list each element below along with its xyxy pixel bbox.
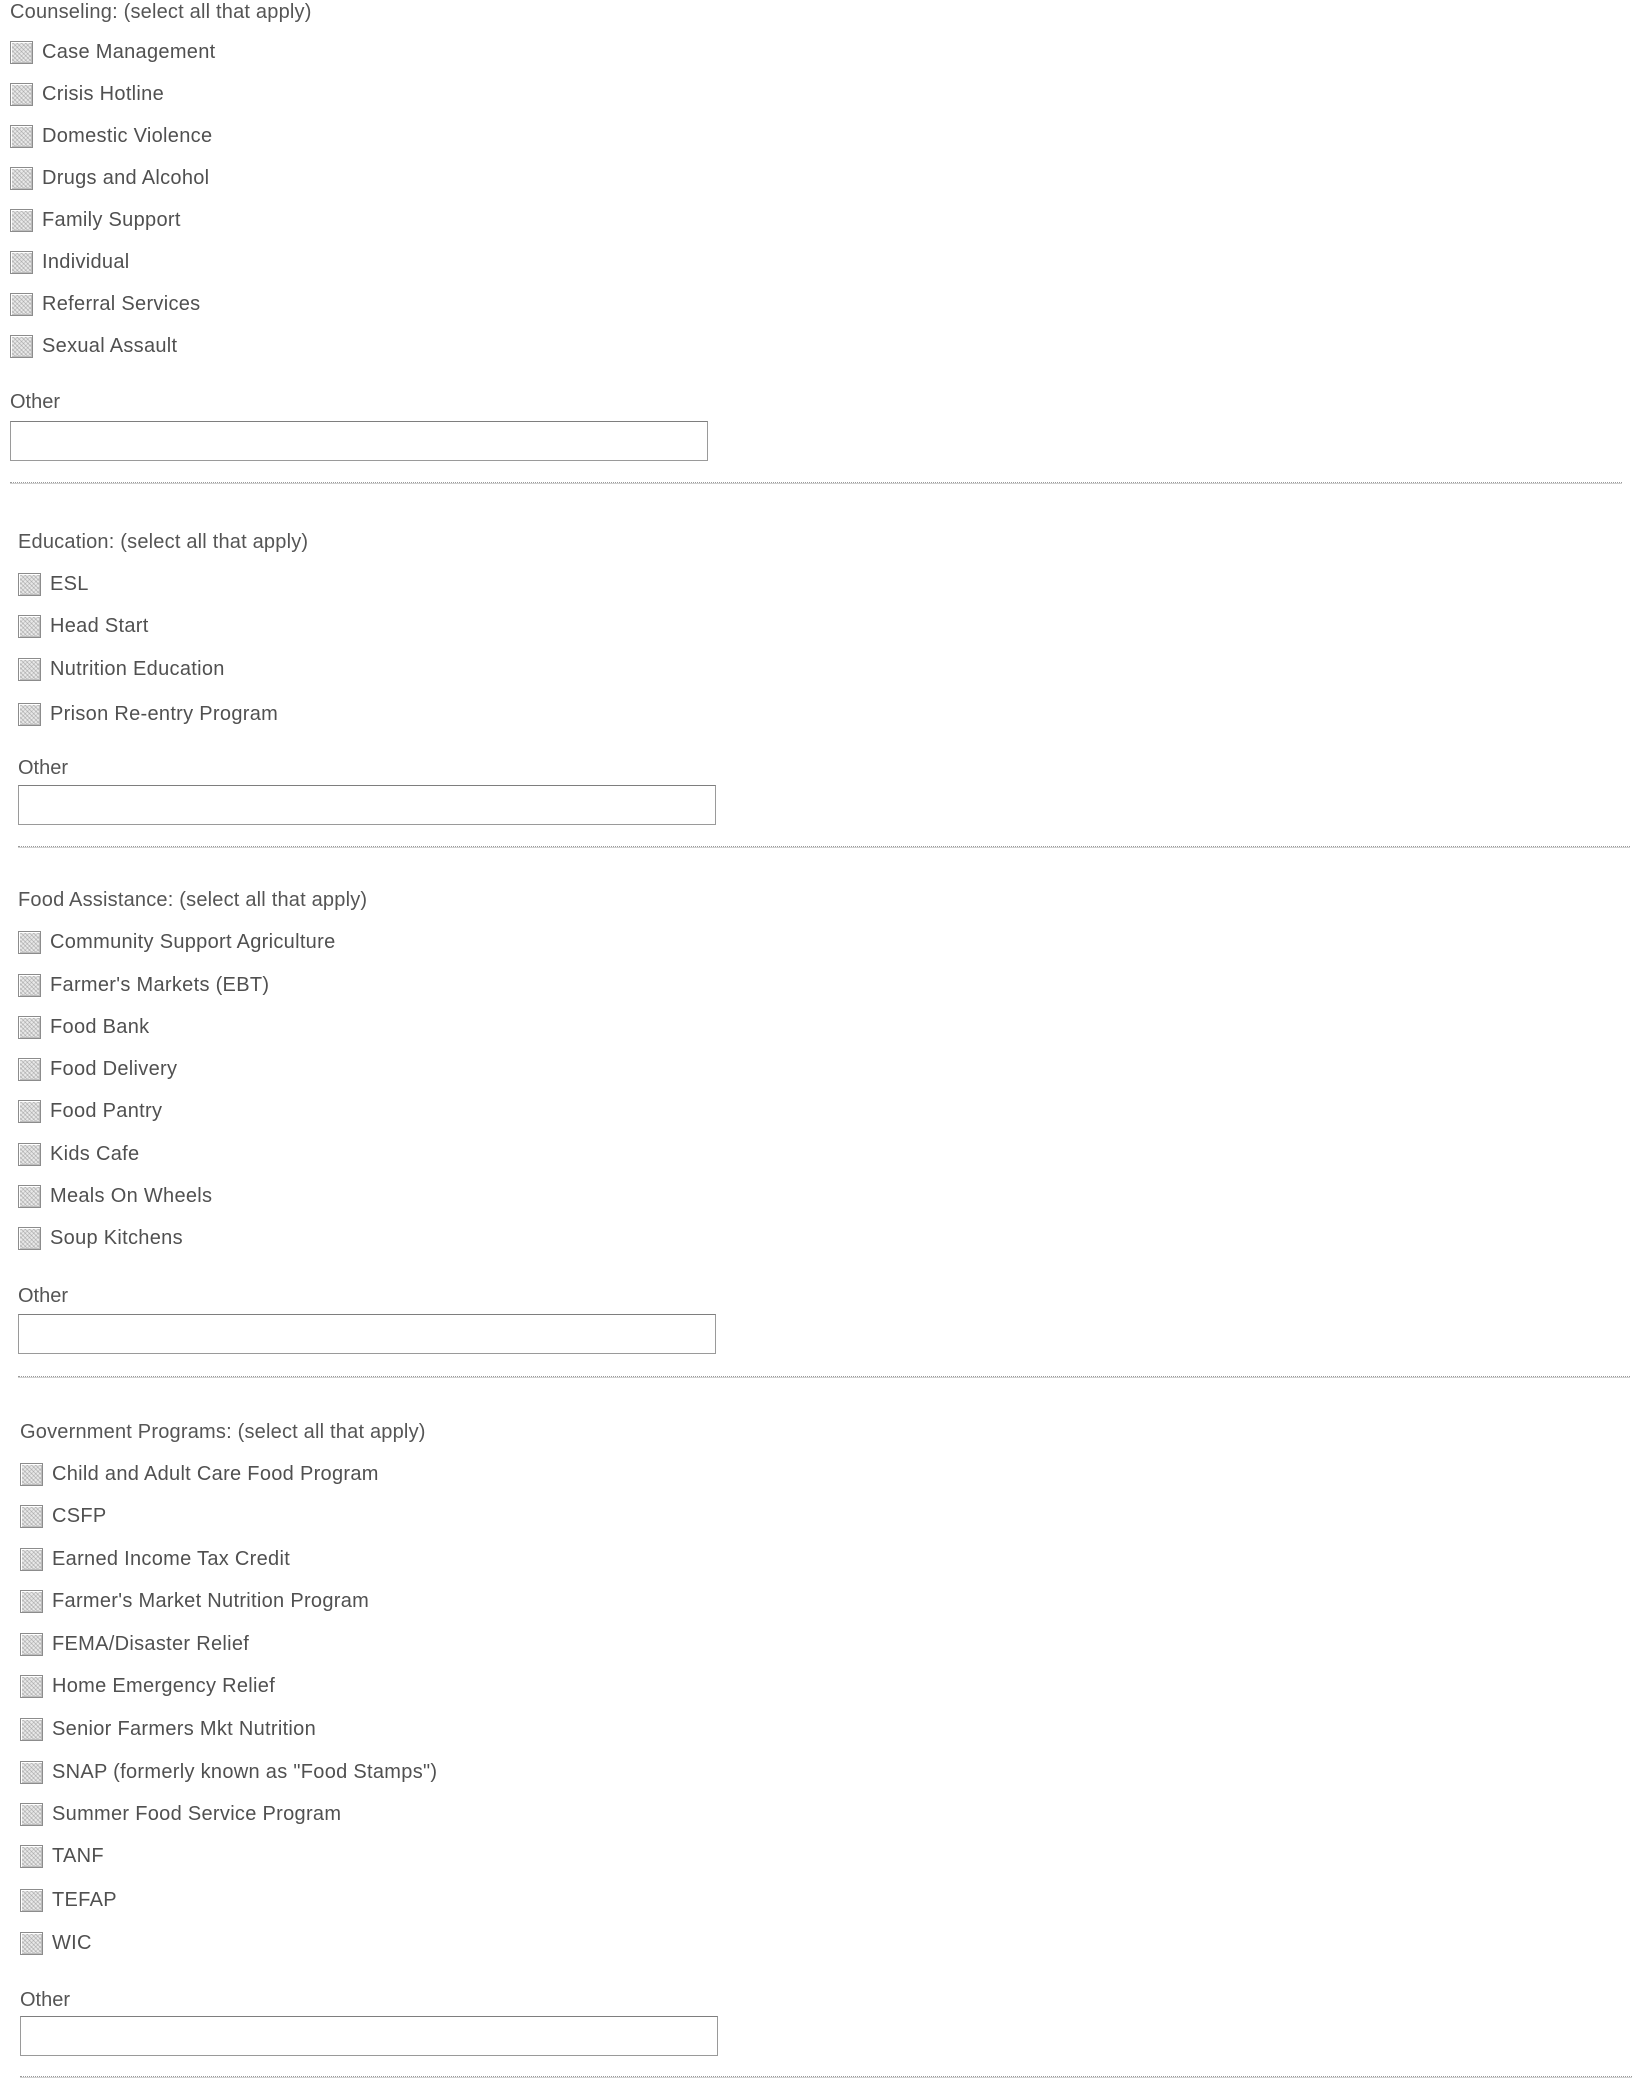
checkbox-icon[interactable] <box>18 703 41 726</box>
checkbox-label: Crisis Hotline <box>42 83 165 105</box>
checkbox-icon[interactable] <box>18 974 41 997</box>
checkbox-icon[interactable] <box>18 573 41 596</box>
checkbox-icon[interactable] <box>20 1889 43 1912</box>
checkbox-crisis-hotline[interactable] <box>10 80 164 108</box>
checkbox-icon[interactable] <box>18 1058 41 1081</box>
checkbox-label: Earned Income Tax Credit <box>52 1548 291 1570</box>
food-assistance-other-label: Other <box>18 1285 69 1307</box>
education-other-input[interactable] <box>18 785 716 825</box>
checkbox-icon[interactable] <box>10 293 33 316</box>
checkbox-label: Sexual Assault <box>42 335 178 357</box>
checkbox-wic[interactable] <box>20 1929 92 1957</box>
checkbox-label: SNAP (formerly known as "Food Stamps") <box>52 1761 438 1783</box>
section-divider <box>18 1376 1630 1378</box>
checkbox-icon[interactable] <box>18 1143 41 1166</box>
checkbox-label: Individual <box>42 251 130 273</box>
checkbox-referral-services[interactable] <box>10 290 200 318</box>
checkbox-label: WIC <box>52 1932 92 1954</box>
checkbox-label: FEMA/Disaster Relief <box>52 1633 250 1655</box>
checkbox-icon[interactable] <box>18 1227 41 1250</box>
checkbox-kids-cafe[interactable] <box>18 1140 139 1168</box>
checkbox-farmers-market-nutrition-program[interactable] <box>20 1587 369 1615</box>
checkbox-soup-kitchens[interactable] <box>18 1224 183 1252</box>
checkbox-senior-farmers-mkt-nutrition[interactable] <box>20 1715 316 1743</box>
checkbox-icon[interactable] <box>10 167 33 190</box>
checkbox-icon[interactable] <box>20 1463 43 1486</box>
government-programs-title: Government Programs: (select all that apply) <box>20 1421 426 1443</box>
section-divider <box>10 482 1622 484</box>
checkbox-icon[interactable] <box>20 1505 43 1528</box>
government-programs-other-input[interactable] <box>20 2016 718 2056</box>
counseling-title: Counseling: (select all that apply) <box>10 1 312 23</box>
checkbox-child-and-adult-care-food-program[interactable] <box>20 1460 379 1488</box>
checkbox-tanf[interactable] <box>20 1842 104 1870</box>
checkbox-prison-re-entry-program[interactable] <box>18 700 278 728</box>
checkbox-label: Soup Kitchens <box>50 1227 183 1249</box>
checkbox-icon[interactable] <box>18 1016 41 1039</box>
checkbox-label: TEFAP <box>52 1889 117 1911</box>
checkbox-individual[interactable] <box>10 248 130 276</box>
checkbox-case-management[interactable] <box>10 38 215 66</box>
checkbox-label: Nutrition Education <box>50 658 225 680</box>
checkbox-food-pantry[interactable] <box>18 1097 162 1125</box>
checkbox-icon[interactable] <box>10 251 33 274</box>
checkbox-label: Food Pantry <box>50 1100 163 1122</box>
section-divider <box>18 846 1630 848</box>
checkbox-label: CSFP <box>52 1505 107 1527</box>
checkbox-label: Food Delivery <box>50 1058 178 1080</box>
checkbox-head-start[interactable] <box>18 612 149 640</box>
checkbox-label: Drugs and Alcohol <box>42 167 210 189</box>
checkbox-label: Referral Services <box>42 293 201 315</box>
checkbox-meals-on-wheels[interactable] <box>18 1182 212 1210</box>
checkbox-icon[interactable] <box>20 1761 43 1784</box>
checkbox-icon[interactable] <box>18 931 41 954</box>
checkbox-icon[interactable] <box>20 1633 43 1656</box>
checkbox-icon[interactable] <box>10 41 33 64</box>
checkbox-label: ESL <box>50 573 89 595</box>
checkbox-label: Farmer's Markets (EBT) <box>50 974 270 996</box>
checkbox-community-support-agriculture[interactable] <box>18 928 336 956</box>
section-divider <box>20 2076 1632 2078</box>
education-title: Education: (select all that apply) <box>18 531 309 553</box>
checkbox-esl[interactable] <box>18 570 89 598</box>
checkbox-icon[interactable] <box>10 335 33 358</box>
counseling-other-label: Other <box>10 391 61 413</box>
food-assistance-other-input[interactable] <box>18 1314 716 1354</box>
checkbox-drugs-and-alcohol[interactable] <box>10 164 209 192</box>
checkbox-label: TANF <box>52 1845 104 1867</box>
checkbox-icon[interactable] <box>20 1590 43 1613</box>
checkbox-summer-food-service-program[interactable] <box>20 1800 341 1828</box>
checkbox-icon[interactable] <box>10 125 33 148</box>
checkbox-fema-disaster-relief[interactable] <box>20 1630 249 1658</box>
checkbox-food-delivery[interactable] <box>18 1055 177 1083</box>
checkbox-icon[interactable] <box>20 1803 43 1826</box>
checkbox-label: Meals On Wheels <box>50 1185 213 1207</box>
checkbox-label: Family Support <box>42 209 181 231</box>
checkbox-home-emergency-relief[interactable] <box>20 1672 275 1700</box>
checkbox-label: Case Management <box>42 41 216 63</box>
checkbox-icon[interactable] <box>18 1100 41 1123</box>
checkbox-label: Head Start <box>50 615 149 637</box>
checkbox-icon[interactable] <box>20 1718 43 1741</box>
checkbox-icon[interactable] <box>20 1675 43 1698</box>
checkbox-farmers-markets-ebt[interactable] <box>18 971 269 999</box>
checkbox-family-support[interactable] <box>10 206 181 234</box>
checkbox-label: Home Emergency Relief <box>52 1675 276 1697</box>
checkbox-food-bank[interactable] <box>18 1013 149 1041</box>
checkbox-label: Summer Food Service Program <box>52 1803 342 1825</box>
checkbox-earned-income-tax-credit[interactable] <box>20 1545 290 1573</box>
checkbox-icon[interactable] <box>20 1548 43 1571</box>
checkbox-label: Kids Cafe <box>50 1143 140 1165</box>
checkbox-label: Senior Farmers Mkt Nutrition <box>52 1718 317 1740</box>
checkbox-icon[interactable] <box>18 658 41 681</box>
food-assistance-title: Food Assistance: (select all that apply) <box>18 889 368 911</box>
education-other-label: Other <box>18 757 69 779</box>
checkbox-sexual-assault[interactable] <box>10 332 177 360</box>
checkbox-icon[interactable] <box>18 615 41 638</box>
checkbox-icon[interactable] <box>10 83 33 106</box>
checkbox-label: Prison Re-entry Program <box>50 703 279 725</box>
checkbox-nutrition-education[interactable] <box>18 655 225 683</box>
counseling-other-input[interactable] <box>10 421 708 461</box>
checkbox-icon[interactable] <box>20 1845 43 1868</box>
checkbox-tefap[interactable] <box>20 1886 117 1914</box>
checkbox-icon[interactable] <box>20 1932 43 1955</box>
checkbox-snap[interactable] <box>20 1758 437 1786</box>
checkbox-label: Farmer's Market Nutrition Program <box>52 1590 370 1612</box>
checkbox-icon[interactable] <box>18 1185 41 1208</box>
checkbox-label: Child and Adult Care Food Program <box>52 1463 379 1485</box>
checkbox-domestic-violence[interactable] <box>10 122 212 150</box>
checkbox-icon[interactable] <box>10 209 33 232</box>
government-programs-other-label: Other <box>20 1989 71 2011</box>
checkbox-label: Domestic Violence <box>42 125 213 147</box>
checkbox-label: Community Support Agriculture <box>50 931 336 953</box>
checkbox-label: Food Bank <box>50 1016 150 1038</box>
checkbox-csfp[interactable] <box>20 1502 107 1530</box>
